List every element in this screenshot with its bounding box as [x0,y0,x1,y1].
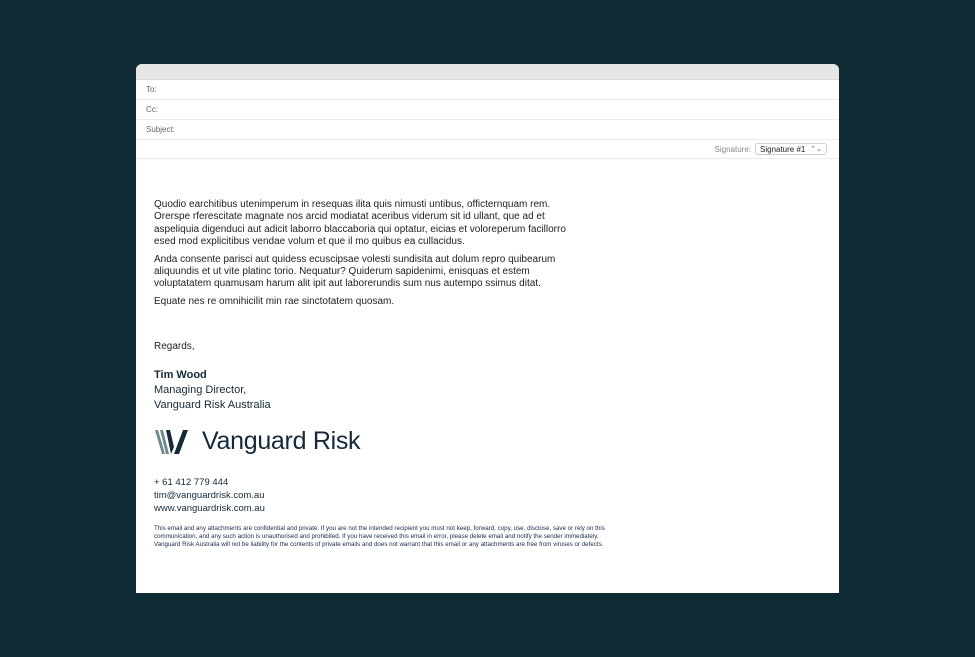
legal-disclaimer: This email and any attachments are confidential and private. If you are not the intended recipient you must not keep, forward, copy, use, disclose, save or rely on this communication, and any such action is unauthorised and prohibited. If you have received this email in error, please delete email and notify the sender immediately. Vanguard Risk Australia will not be liability for the contents of private emails and does not warrant that this email or any attachments are free from viruses or defects. [154,524,605,548]
window-titlebar[interactable] [136,64,839,80]
signature-selected-value: Signature #1 [760,144,806,154]
cc-field[interactable] [186,101,839,119]
to-field[interactable] [186,81,839,99]
email-compose-window [136,64,839,593]
subject-field[interactable] [186,121,839,139]
signature-name: Tim Wood [154,368,207,381]
paragraph-1: Quodio earchitibus utenimperum in resequas ilita quis nimusti untibus, officternquam rem. Orerspe rferescitate magnate nos arcid modiatat aceribus viderum sit id ullant, que ad et aspeliquia digenduci aut adicit laborro blaccaboria qui optatur, eicias et voloreperum facillorro esed mod explicitibus vendae volum et que il mo quibus ea cullacidus. [154,199,566,248]
signature-select[interactable] [755,143,827,155]
subject-row [136,120,839,140]
to-label: To: [146,85,157,94]
subject-label: Subject: [146,125,175,134]
signature-company: Vanguard Risk Australia [154,398,271,411]
signature-row [136,140,839,159]
vanguard-v-logo-icon [154,427,190,457]
signature-label: Signature: [714,144,751,154]
chevron-updown-icon: ⌃⌄ [810,146,822,153]
cc-row [136,100,839,120]
signature-title: Managing Director, [154,383,247,396]
brand-name: Vanguard Risk [202,427,361,456]
brand-logo [154,426,574,458]
to-row [136,80,839,100]
email-link[interactable]: tim@vanguardrisk.com.au [154,489,265,501]
paragraph-3: Equate nes re omnihicilit min rae sinctotatem quosam. [154,295,395,307]
regards-text: Regards, [154,341,195,353]
phone-number: + 61 412 779 444 [154,476,229,488]
message-body[interactable] [136,159,605,549]
cc-label: Cc: [146,105,158,114]
contact-block [154,476,574,515]
paragraph-2: Anda consente parisci aut quidess ecuscipsae volesti sundisita aut dolum repro quibearum aliquundis et ut vite platinc torio. Nequatur? Quiderum sapidenimi, enisquas et estem voluptatatem quamusam harum alit ipit aut laborerundis sum nus autempo ssimus ditat. [154,253,556,290]
website-link[interactable]: www.vanguardrisk.com.au [154,502,265,514]
